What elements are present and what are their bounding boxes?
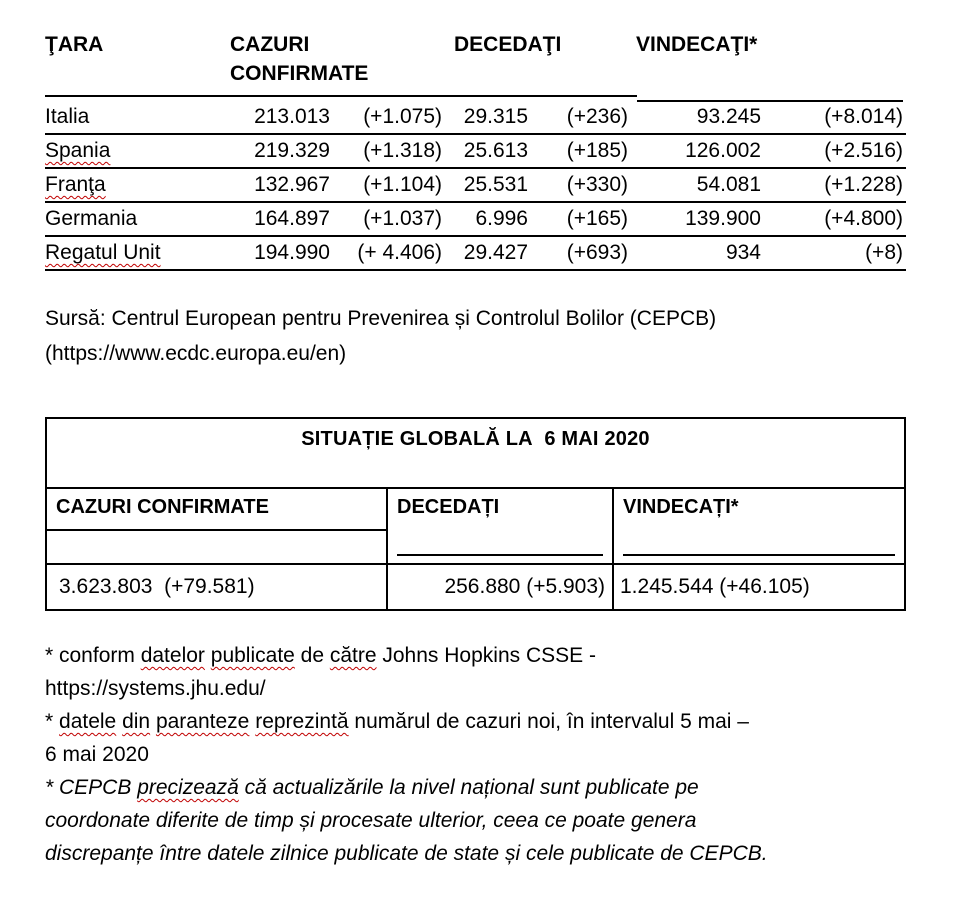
source-paragraph <box>45 301 907 371</box>
deaths-value: 29.427 <box>463 241 528 264</box>
recovered-value: 139.900 <box>685 207 761 230</box>
deaths-delta: (+165) <box>566 207 628 230</box>
header-underline <box>47 529 386 531</box>
table-row <box>45 237 906 271</box>
header-confirmed-cases <box>230 30 442 88</box>
country-table-header-row <box>45 30 906 97</box>
recovered-delta: (+8) <box>865 241 903 264</box>
global-table-data-row <box>47 565 904 609</box>
global-header-recovered-label: VINDECAȚI* <box>623 496 739 518</box>
cases-delta: (+1.104) <box>363 173 442 196</box>
cases-delta: (+1.075) <box>363 105 442 128</box>
fn2-misspelled-word: din <box>122 710 151 733</box>
source-line1: Sursă: Centrul European pentru Prevenirea și Controlul Bolilor (CEPCB) <box>45 307 717 330</box>
header-confirmed-cases-line2: CONFIRMATE <box>230 62 369 85</box>
fn3-seg: că actualizările la nivel național sunt publicate pe <box>238 776 699 799</box>
country-cell: Spania <box>45 139 111 162</box>
deaths-value: 6.996 <box>475 207 528 230</box>
recovered-delta: (+2.516) <box>824 139 903 162</box>
fn2-seg: numărul de cazuri noi, în intervalul 5 mai – <box>348 710 749 733</box>
source-line2: (https://www.ecdc.europa.eu/en) <box>45 342 347 365</box>
cases-value: 132.967 <box>254 173 330 196</box>
header-underline <box>397 554 603 556</box>
fn1-seg: de <box>294 644 330 667</box>
global-header-deaths-label: DECEDAȚI <box>397 496 500 518</box>
fn3-misspelled-word: precizează <box>137 776 239 799</box>
cases-delta: (+1.318) <box>363 139 442 162</box>
recovered-delta: (+8.014) <box>824 105 903 128</box>
global-header-confirmed <box>47 489 388 563</box>
table-row <box>45 203 906 237</box>
cases-delta: (+1.037) <box>363 207 442 230</box>
fn1-seg: * conform <box>45 644 141 667</box>
header-confirmed-cases-line1: CAZURI <box>230 33 310 56</box>
table-row <box>45 101 906 135</box>
fn1-seg: Johns Hopkins CSSE - <box>376 644 596 667</box>
deaths-delta: (+693) <box>566 241 628 264</box>
recovered-delta: (+4.800) <box>824 207 903 230</box>
global-header-deaths <box>388 489 614 563</box>
deaths-delta: (+185) <box>566 139 628 162</box>
recovered-value: 934 <box>725 241 761 264</box>
global-recovered-value: 1.245.544 (+46.105) <box>620 575 810 598</box>
header-rule-right <box>637 100 903 102</box>
country-cell: Italia <box>45 105 90 128</box>
cases-value: 194.990 <box>254 241 330 264</box>
footnote-3 <box>45 771 907 870</box>
fn2-misspelled-word: datele <box>59 710 117 733</box>
fn2-misspelled-word: reprezintă <box>255 710 349 733</box>
footnote-3-line1 <box>45 771 907 804</box>
global-header-recovered <box>614 489 904 563</box>
country-cell: Franţa <box>45 173 106 196</box>
fn1-misspelled-word: către <box>329 644 377 667</box>
global-table-header-row <box>47 489 904 565</box>
header-country: ŢARA <box>45 33 104 56</box>
cases-delta: (+ 4.406) <box>357 241 442 264</box>
header-rule-left <box>45 95 637 97</box>
global-situation-table <box>45 417 906 611</box>
recovered-value: 54.081 <box>696 173 761 196</box>
footnotes <box>45 639 907 870</box>
footnote-1-line2: https://systems.jhu.edu/ <box>45 677 266 700</box>
global-header-confirmed-label: CAZURI CONFIRMATE <box>56 496 269 518</box>
fn1-misspelled-word: datelor <box>140 644 205 667</box>
cases-value: 164.897 <box>254 207 330 230</box>
footnote-3-line2: coordonate diferite de timp și procesate ulterior, ceea ce poate genera <box>45 809 697 832</box>
fn2-misspelled-word: paranteze <box>155 710 250 733</box>
deaths-value: 29.315 <box>463 105 528 128</box>
deaths-delta: (+330) <box>566 173 628 196</box>
fn1-misspelled-word: publicate <box>210 644 295 667</box>
recovered-delta: (+1.228) <box>824 173 903 196</box>
global-table-title: SITUAȚIE GLOBALĂ LA 6 MAI 2020 <box>47 419 904 489</box>
header-recovered: VINDECAŢI* <box>636 33 758 56</box>
header-underline <box>623 554 895 556</box>
country-cases-table <box>45 30 906 271</box>
country-table-body <box>45 101 906 271</box>
fn2-seg: * <box>45 710 60 733</box>
recovered-value: 93.245 <box>696 105 761 128</box>
deaths-value: 25.531 <box>463 173 528 196</box>
recovered-value: 126.002 <box>685 139 761 162</box>
table-row <box>45 135 906 169</box>
footnote-2-line1 <box>45 705 907 738</box>
footnote-3-line3: discrepanțe între datele zilnice publicate de state și cele publicate de CEPCB. <box>45 842 768 865</box>
country-cell: Germania <box>45 207 138 230</box>
cases-value: 219.329 <box>254 139 330 162</box>
footnote-1-line1 <box>45 639 907 672</box>
footnote-2-line2: 6 mai 2020 <box>45 743 149 766</box>
header-deaths: DECEDAŢI <box>454 33 562 56</box>
global-deaths-value: 256.880 (+5.903) <box>388 565 614 609</box>
fn3-seg: * CEPCB <box>45 776 138 799</box>
global-confirmed-value: 3.623.803 (+79.581) <box>47 565 388 609</box>
cases-value: 213.013 <box>254 105 330 128</box>
deaths-delta: (+236) <box>566 105 628 128</box>
country-cell: Regatul Unit <box>45 241 161 264</box>
table-row <box>45 169 906 203</box>
deaths-value: 25.613 <box>463 139 528 162</box>
